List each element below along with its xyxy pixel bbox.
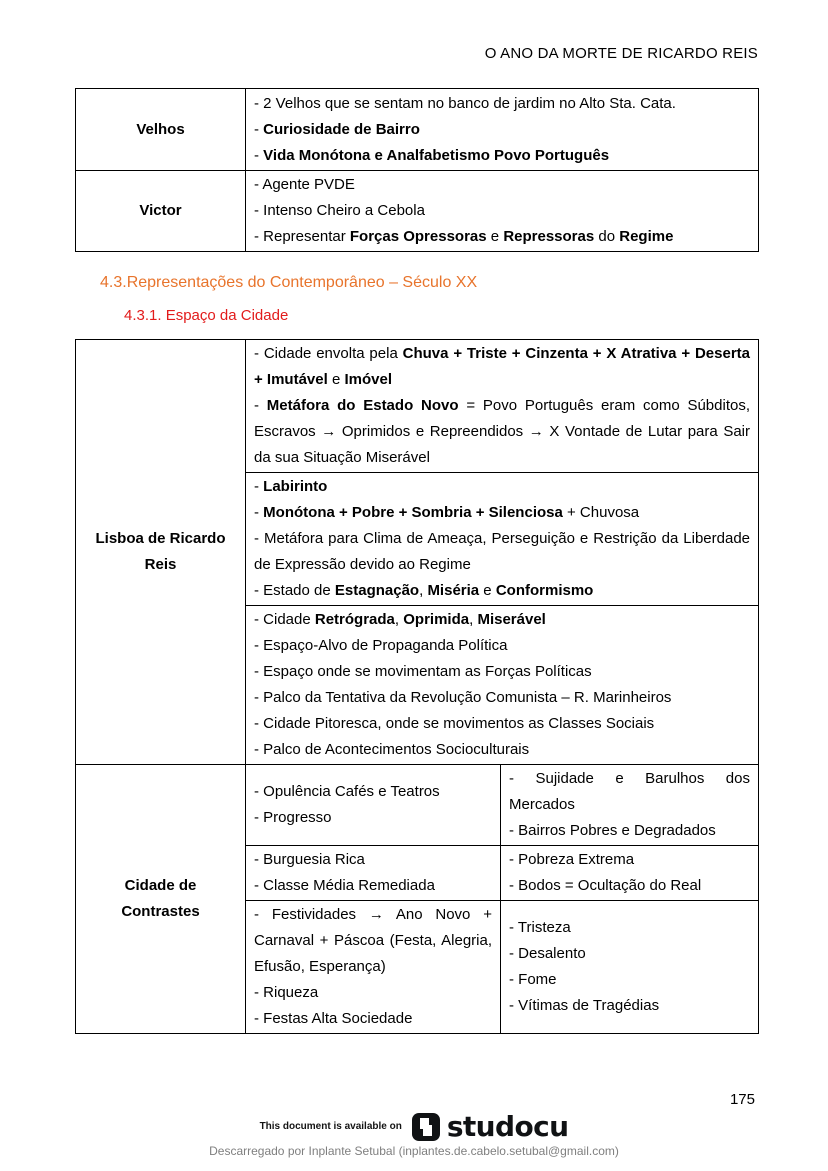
contrastes-right-cell-3: - Tristeza - Desalento - Fome - Vítimas de Tragédias	[501, 901, 759, 1034]
page-header: O ANO DA MORTE DE RICARDO REIS	[484, 45, 758, 62]
velhos-content-cell: - 2 Velhos que se sentam no banco de jardim no Alto Sta. Cata. - Curiosidade de Bairro - Vida Monótona e Analfabetismo Povo Português	[246, 89, 759, 171]
page-number: 175	[729, 1091, 755, 1108]
victor-content-cell: - Agente PVDE - Intenso Cheiro a Cebola - Representar Forças Opressoras e Repressoras do Regime	[246, 171, 759, 252]
studocu-logo[interactable]	[412, 1110, 569, 1143]
contrastes-title-cell: Cidade de Contrastes	[76, 765, 246, 1034]
victor-title-cell: Victor	[76, 171, 246, 252]
characters-table	[75, 88, 759, 252]
contrastes-left-cell-3: - Festividades → Ano Novo + Carnaval + Páscoa (Festa, Alegria, Efusão, Esperança) - Riqueza - Festas Alta Sociedade	[246, 901, 501, 1034]
contrastes-left-cell-2: - Burguesia Rica - Classe Média Remediada	[246, 846, 501, 901]
lisboa-title-cell: Lisboa de Ricardo Reis	[76, 340, 246, 765]
studocu-wordmark: studocu	[446, 1110, 569, 1143]
footer-note: This document is available on	[259, 1121, 402, 1132]
section-heading: 4.3.Representações do Contemporâneo – Século XX	[100, 274, 478, 291]
lisboa-cell-1: - Cidade envolta pela Chuva + Triste + Cinzenta + X Atrativa + Deserta + Imutável e Imóvel - Metáfora do Estado Novo = Povo Português eram como Súbditos, Escravos → Oprimidos e Repreendidos → X Vontade de Lutar para Sair da sua Situação Miserável	[246, 340, 759, 473]
subsection-heading: 4.3.1. Espaço da Cidade	[124, 307, 289, 324]
lisboa-cell-2: - Labirinto - Monótona + Pobre + Sombria + Silenciosa + Chuvosa - Metáfora para Clima de Ameaça, Perseguição e Restrição da Liberdade de Expressão devido ao Regime - Estado de Estagnação, Miséria e Conformismo	[246, 473, 759, 606]
contrastes-right-cell-1: - Sujidade e Barulhos dos Mercados - Bairros Pobres e Degradados	[501, 765, 759, 846]
download-line: Descarregado por Inplante Setubal (inplantes.de.cabelo.setubal@gmail.com)	[209, 1144, 619, 1158]
contrastes-right-cell-2: - Pobreza Extrema - Bodos = Ocultação do Real	[501, 846, 759, 901]
footer	[0, 1110, 828, 1143]
city-table	[75, 339, 759, 1034]
lisboa-cell-3: - Cidade Retrógrada, Oprimida, Miserável - Espaço-Alvo de Propaganda Política - Espaço onde se movimentam as Forças Políticas - Palco da Tentativa da Revolução Comunista – R. Marinheiros - Cidade Pitoresca, onde se movimentos as Classes Sociais - Palco de Acontecimentos Socioculturais	[246, 606, 759, 765]
studocu-icon	[412, 1113, 440, 1141]
contrastes-left-cell-1: - Opulência Cafés e Teatros - Progresso	[246, 765, 501, 846]
velhos-title-cell: Velhos	[76, 89, 246, 171]
